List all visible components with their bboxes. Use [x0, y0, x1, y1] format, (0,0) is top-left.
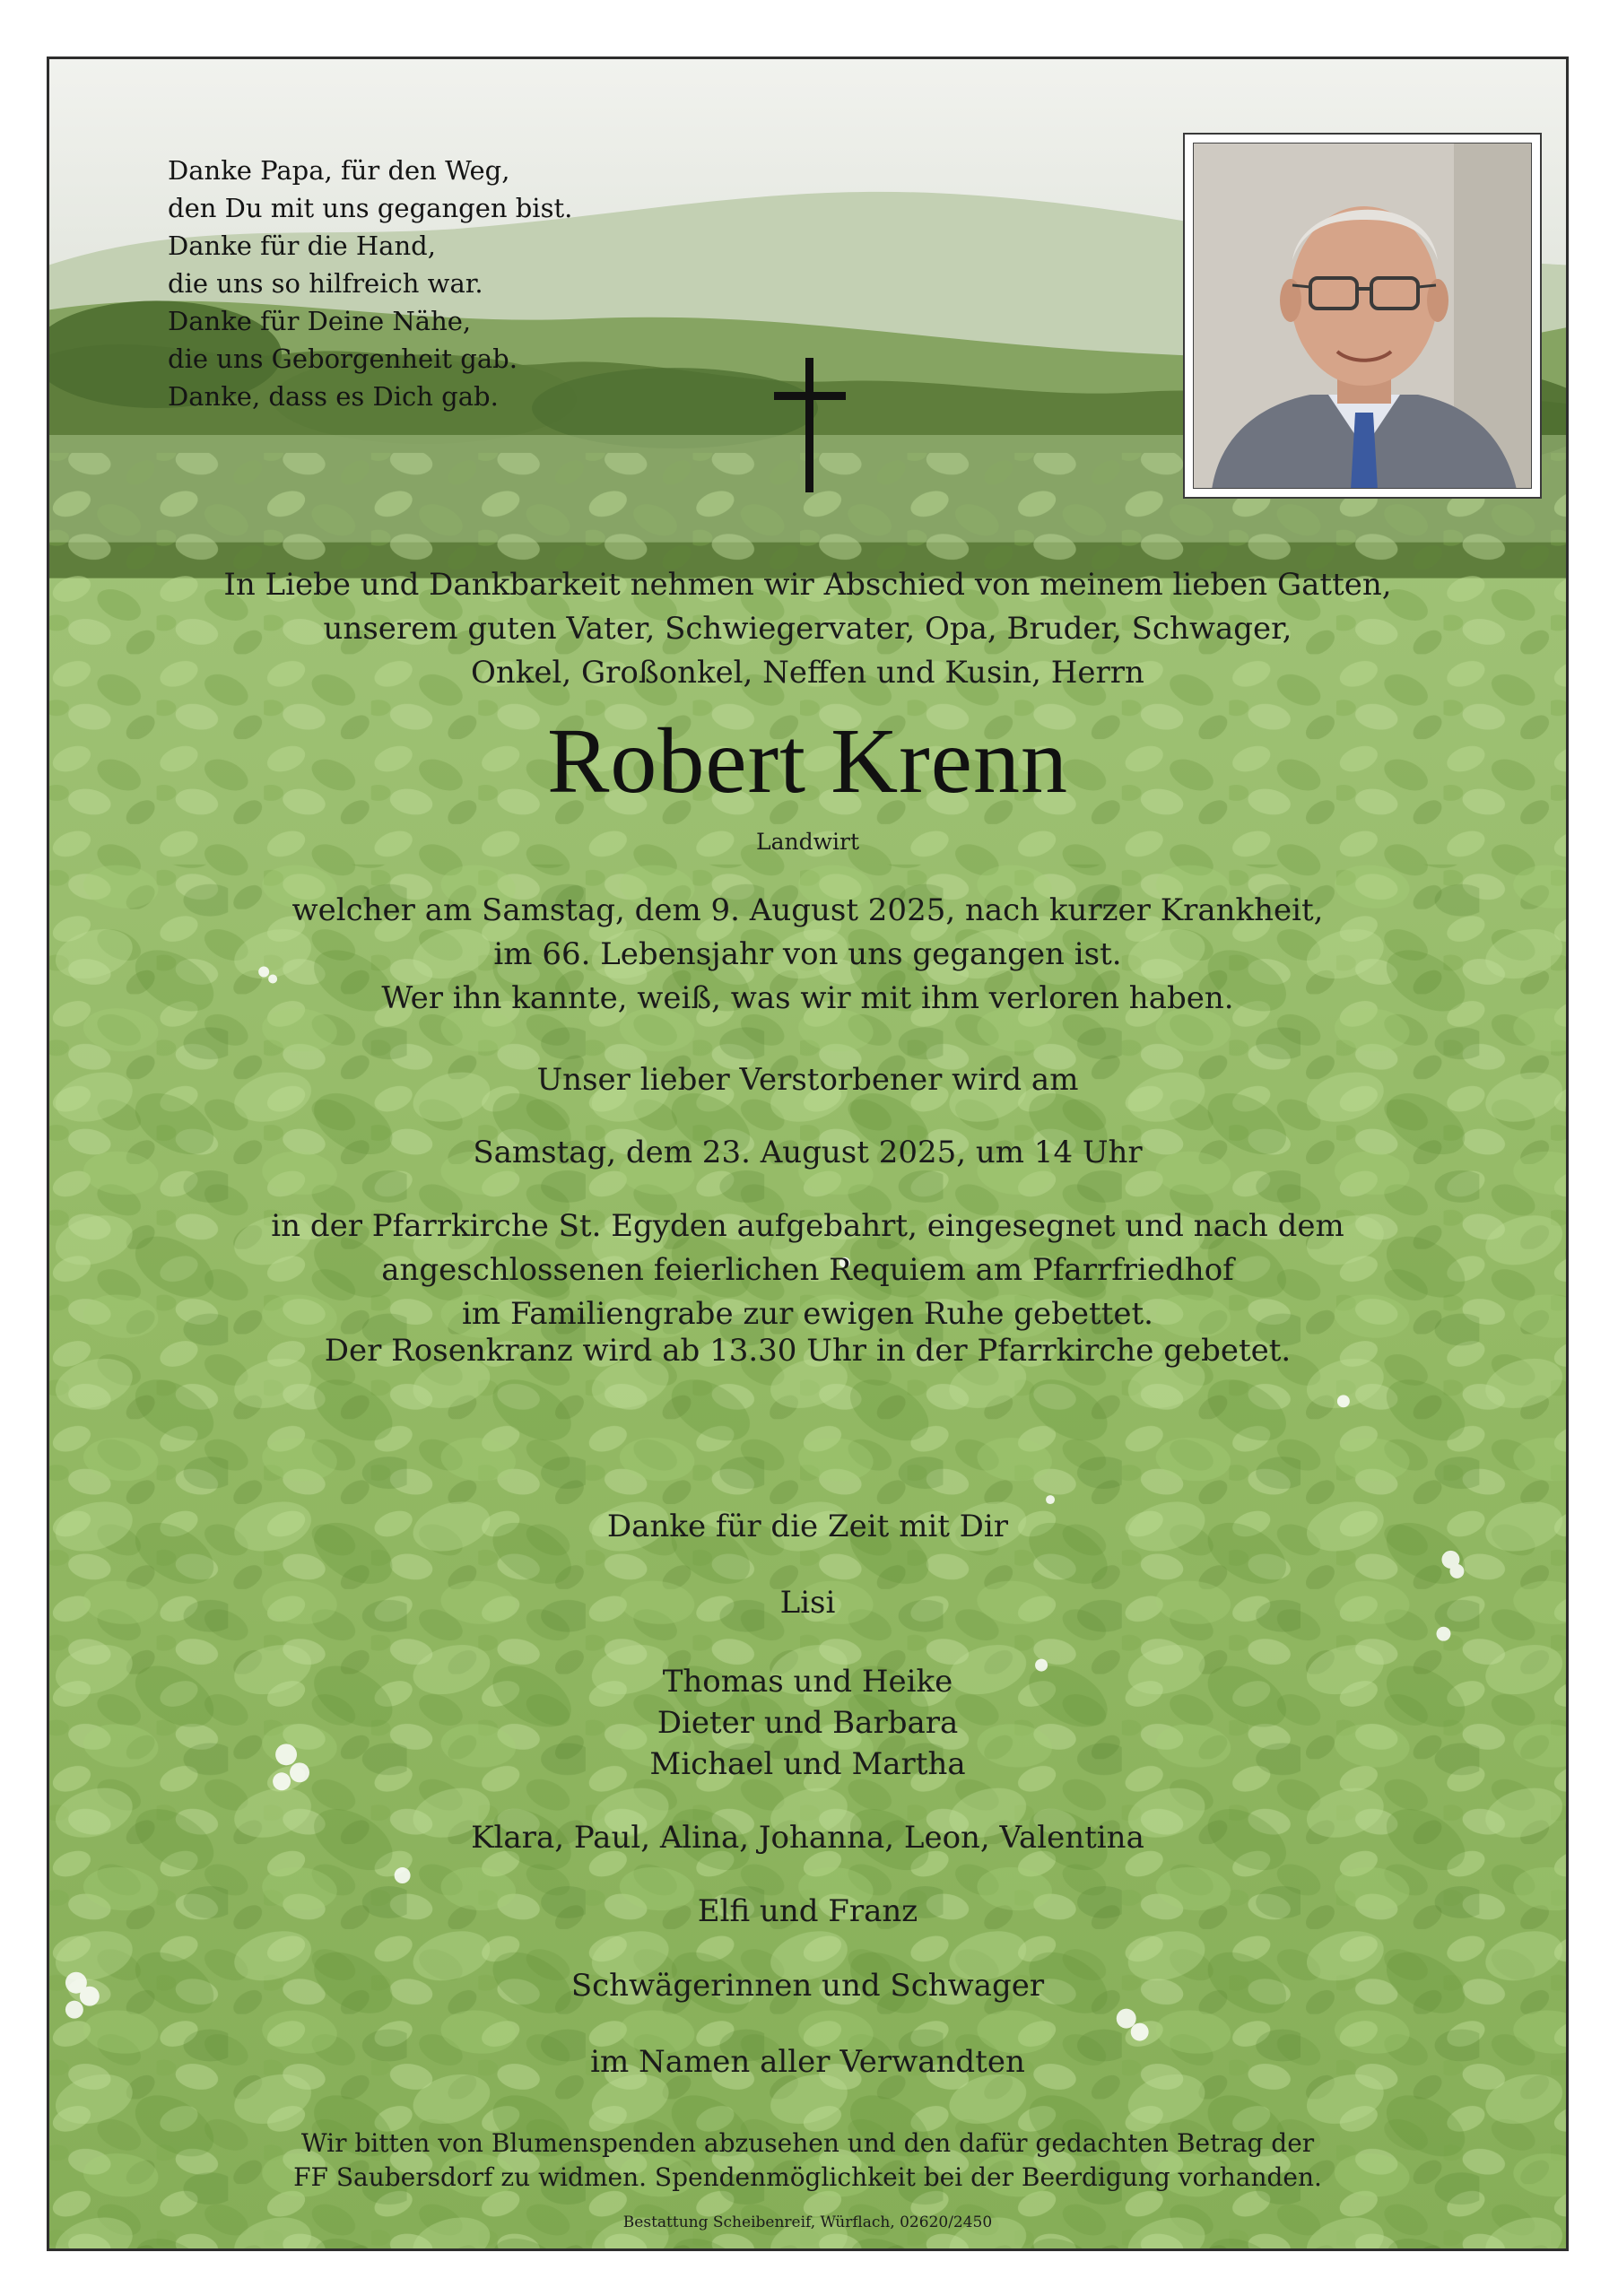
portrait-image: [1194, 144, 1532, 489]
donation-line: FF Saubersdorf zu widmen. Spendenmöglichkeit bei der Beerdigung vorhanden.: [293, 2162, 1322, 2192]
deceased-occupation: Landwirt: [755, 829, 859, 855]
intro-line: In Liebe und Dankbarkeit nehmen wir Abschied von meinem lieben Gatten,: [223, 567, 1392, 603]
intro-line: Onkel, Großonkel, Neffen und Kusin, Herrn: [471, 655, 1144, 691]
portrait-photo: [1193, 143, 1532, 489]
closing-thanks: Danke für die Zeit mit Dir: [606, 1509, 1009, 1544]
mourner-relatives: im Namen aller Verwandten: [590, 2044, 1025, 2080]
poem: [168, 152, 572, 415]
mourner-siblings: Elfi und Franz: [697, 1893, 918, 1929]
mourner-child: Michael und Martha: [649, 1746, 966, 1782]
deceased-name: Robert Krenn: [547, 709, 1068, 813]
donation-line: Wir bitten von Blumenspenden abzusehen und den dafür gedachten Betrag der: [300, 2128, 1315, 2158]
funeral-detail-line: in der Pfarrkirche St. Egyden aufgebahrt, eingesegnet und nach dem: [271, 1208, 1344, 1244]
poem-line: Danke für Deine Nähe,: [168, 306, 472, 336]
rosary-notice: Der Rosenkranz wird ab 13.30 Uhr in der Pfarrkirche gebetet.: [324, 1333, 1292, 1369]
portrait-frame: [1183, 133, 1542, 499]
mourner-inlaws: Schwägerinnen und Schwager: [570, 1968, 1045, 2004]
farewell-intro: [49, 563, 1566, 695]
obituary-card: [47, 57, 1569, 2251]
poem-line: die uns Geborgenheit gab.: [168, 344, 518, 374]
mourner-children: [49, 1661, 1566, 1785]
poem-line: Danke Papa, für den Weg,: [168, 155, 510, 186]
intro-line: unserem guten Vater, Schwiegervater, Opa, Bruder, Schwager,: [323, 611, 1292, 647]
donation-request: [49, 2126, 1566, 2195]
mourner-child: Thomas und Heike: [662, 1664, 953, 1700]
death-line: im 66. Lebensjahr von uns gegangen ist.: [493, 936, 1122, 972]
poem-line: den Du mit uns gegangen bist.: [168, 193, 573, 223]
mourner-spouse: Lisi: [779, 1585, 836, 1621]
poem-line: Danke, dass es Dich gab.: [168, 381, 499, 412]
poem-line: Danke für die Hand,: [168, 230, 436, 261]
undertaker-credit: Bestattung Scheibenreif, Würflach, 02620/2450: [622, 2213, 993, 2231]
funeral-detail-line: angeschlossenen feierlichen Requiem am Pfarrfriedhof: [381, 1252, 1234, 1288]
poem-line: die uns so hilfreich war.: [168, 268, 483, 299]
funeral-date: Samstag, dem 23. August 2025, um 14 Uhr: [473, 1135, 1143, 1170]
death-line: Wer ihn kannte, weiß, was wir mit ihm verloren haben.: [381, 980, 1234, 1016]
mourner-grandchildren: Klara, Paul, Alina, Johanna, Leon, Valentina: [471, 1820, 1144, 1856]
death-line: welcher am Samstag, dem 9. August 2025, nach kurzer Krankheit,: [291, 892, 1324, 928]
funeral-intro: Unser lieber Verstorbener wird am: [536, 1062, 1079, 1098]
cross-icon: [774, 358, 846, 492]
mourner-child: Dieter und Barbara: [657, 1705, 959, 1741]
funeral-details: [49, 1205, 1566, 1336]
death-notice: [49, 889, 1566, 1021]
funeral-detail-line: im Familiengrabe zur ewigen Ruhe gebettet.: [462, 1296, 1153, 1332]
